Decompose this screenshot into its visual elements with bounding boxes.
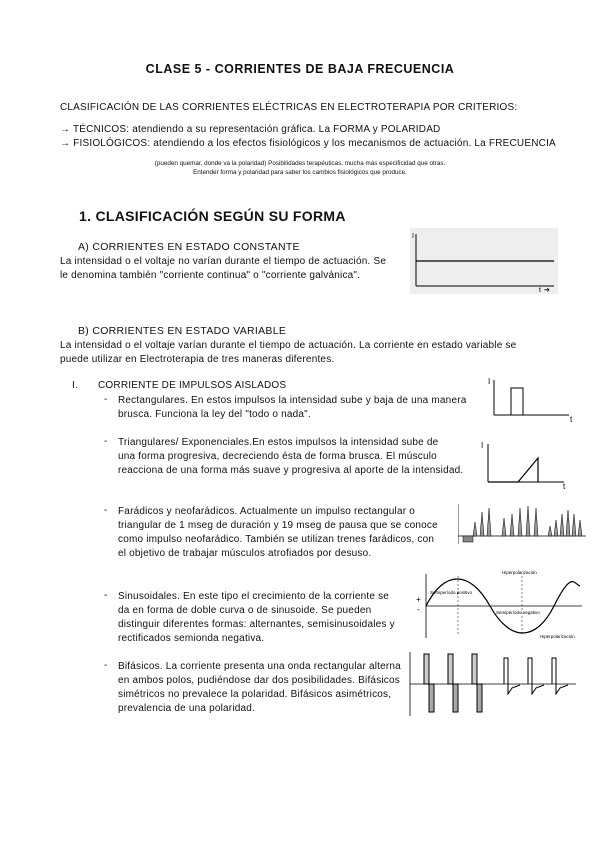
subsection-heading-b: B) CORRIENTES EN ESTADO VARIABLE	[78, 325, 287, 337]
list-item-line: Triangulares/ Exponenciales.En estos impulsos la intensidad sube de	[118, 437, 439, 448]
subsection-heading-a: A) CORRIENTES EN ESTADO CONSTANTE	[78, 241, 300, 253]
bullet-dash: -	[104, 394, 108, 405]
faradic-pulse-graph	[458, 500, 588, 548]
section-heading: 1. CLASIFICACIÓN SEGÚN SU FORMA	[79, 208, 346, 224]
list-item-line: simétricos no prevalece la polaridad. Bifásicos asimétricos,	[118, 689, 392, 700]
axis-label-t: t	[570, 415, 573, 423]
list-item-line: Farádicos y neofarádicos. Actualmente un impulso rectangular o	[118, 506, 415, 517]
constant-current-graph	[410, 228, 558, 294]
note-line: Entender forma y polaridad para saber los cambios fisiológicos que produce.	[193, 169, 407, 176]
sine-annotation: Semiperíodo positivo	[430, 590, 473, 595]
criterion-technical: → TÉCNICOS: atendiendo a su representación gráfica. La FORMA y POLARIDAD	[60, 124, 441, 135]
biphasic-graph	[404, 648, 579, 720]
list-item-line: brusca. Funciona la ley del "todo o nada".	[118, 409, 311, 420]
list-numeral: I.	[72, 380, 78, 391]
constant-current-figure	[410, 228, 558, 294]
triangular-pulse-graph	[480, 438, 572, 490]
arrow-icon: ➔	[544, 287, 550, 294]
axis-label-i: I	[488, 377, 491, 386]
bullet-dash: -	[104, 590, 108, 601]
list-item-line: Sinusoidales. En este tipo el crecimiento de la corriente se	[118, 591, 390, 602]
sinusoidal-graph	[414, 566, 584, 642]
list-item-line: triangular de 1 mseg de duración y 19 mseg de pausa que se conoce	[118, 520, 438, 531]
axis-label-i: I	[481, 441, 484, 450]
list-item-line: distinguir diferentes formas: alternantes, semisinusoidales y	[118, 619, 395, 630]
paragraph-line: La intensidad o el voltaje varían durante el tiempo de actuación. La corriente en estado variable se	[60, 340, 517, 351]
bullet-dash: -	[104, 505, 108, 516]
bullet-dash: -	[104, 436, 108, 447]
list-item-line: rectificados semionda negativa.	[118, 633, 265, 644]
sine-plus-label: +	[416, 595, 421, 604]
rectangular-pulse-graph	[487, 375, 579, 423]
list-item-line: Rectangulares. En estos impulsos la intensidad sube y baja de una manera	[118, 395, 467, 406]
sine-annotation: Hiperpolarización	[540, 634, 575, 639]
sine-minus-label: -	[417, 605, 420, 614]
list-item-line: da en forma de doble curva o de sinusoide. Se pueden	[118, 605, 372, 616]
sine-annotation: Hiperpolarización	[502, 570, 537, 575]
paragraph-line: La intensidad o el voltaje no varían durante el tiempo de actuación. Se	[60, 256, 387, 267]
page-title: CLASE 5 - CORRIENTES DE BAJA FRECUENCIA	[145, 62, 455, 76]
criterion-physiological: → FISIOLÓGICOS: atendiendo a los efectos fisiológicos y los mecanismos de actuación. La FRECUENCIA	[60, 138, 556, 149]
paragraph-line: puede utilizar en Electroterapia de tres maneras diferentes.	[60, 354, 335, 365]
list-item-line: prevalencia de una polaridad.	[118, 703, 256, 714]
bullet-dash: -	[104, 660, 108, 671]
note-line: (pueden quemar, donde va la polaridad) Posibilidades terapéuticas, mucha más especificidad que otras.	[154, 160, 446, 167]
list-item-line: el objetivo de trabajar músculos atrofiados por desuso.	[118, 548, 372, 559]
list-item-line: como impulso neofarádico. También se utilizan trenes farádicos, con	[118, 534, 435, 545]
list-item-line: Bifásicos. La corriente presenta una onda rectangular alterna	[118, 661, 401, 672]
list-heading: CORRIENTE DE IMPULSOS AISLADOS	[98, 380, 287, 391]
classification-heading: CLASIFICACIÓN DE LAS CORRIENTES ELÉCTRICAS EN ELECTROTERAPIA POR CRITERIOS:	[60, 102, 518, 113]
axis-label-t: t	[539, 287, 541, 294]
list-item-line: en ambos polos, pudiéndose dar dos posibilidades. Bifásicos	[118, 675, 400, 686]
list-item-line: reacciona de una forma más suave y progresiva al aporte de la intensidad.	[118, 465, 464, 476]
axis-label-i: I	[412, 233, 414, 240]
list-item-line: una forma progresiva, decreciendo ésta de forma brusca. El músculo	[118, 451, 437, 462]
paragraph-line: le denomina también "corriente continua" o "corriente galvánica".	[60, 270, 361, 281]
axis-label-t: t	[563, 482, 566, 490]
sine-annotation: Semiperíodo negativo	[496, 610, 540, 615]
